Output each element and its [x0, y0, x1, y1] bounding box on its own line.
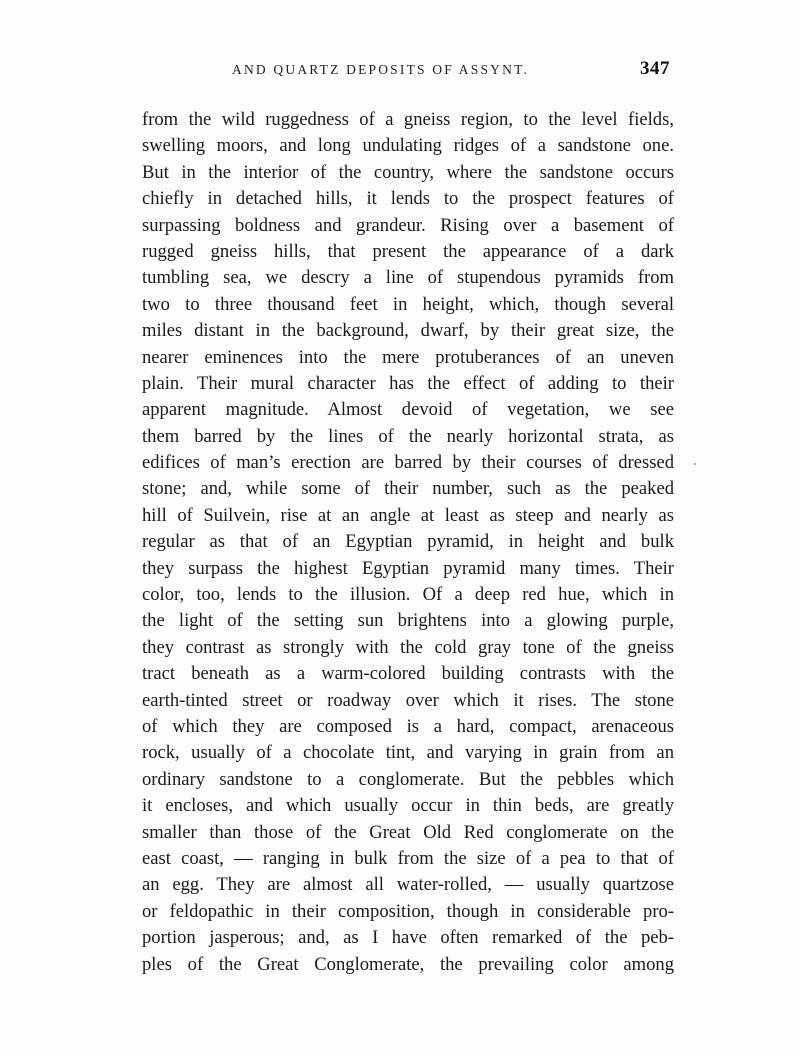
text-line: an egg. They are almost all water-rolled, — usually quartzose [142, 874, 674, 896]
body-text [142, 107, 674, 978]
paper-speck [694, 463, 696, 465]
text-line: hill of Suilvein, rise at an angle at least as steep and nearly as [142, 504, 674, 526]
text-line: two to three thousand feet in height, which, though several [142, 293, 674, 315]
text-line: the light of the setting sun brightens into a glowing purple, [142, 610, 674, 632]
text-line: edifices of man’s erection are barred by their courses of dressed [142, 452, 674, 474]
text-line: or feldopathic in their composition, though in considerable pro- [142, 900, 674, 922]
text-line: it encloses, and which usually occur in thin beds, are greatly [142, 795, 674, 817]
text-line: from the wild ruggedness of a gneiss region, to the level fields, [142, 109, 674, 130]
text-line: portion jasperous; and, as I have often remarked of the peb- [142, 927, 674, 949]
text-line: swelling moors, and long undulating ridges of a sandstone one. [142, 135, 674, 157]
text-line: regular as that of an Egyptian pyramid, in height and bulk [142, 531, 674, 553]
text-line: they contrast as strongly with the cold gray tone of the gneiss [142, 636, 674, 658]
text-line: they surpass the highest Egyptian pyramid many times. Their [142, 557, 674, 579]
text-line: nearer eminences into the mere protuberances of an uneven [142, 346, 674, 368]
text-line: east coast, — ranging in bulk from the size of a pea to that of [142, 847, 674, 869]
text-line: rugged gneiss hills, that present the appearance of a dark [142, 240, 674, 262]
text-line: miles distant in the background, dwarf, by their great size, the [142, 320, 674, 342]
text-line: tumbling sea, we descry a line of stupendous pyramids from [142, 267, 674, 289]
text-line: rock, usually of a chocolate tint, and varying in grain from an [142, 742, 674, 764]
text-line: ordinary sandstone to a conglomerate. But the pebbles which [142, 768, 674, 790]
text-line: color, too, lends to the illusion. Of a deep red hue, which in [142, 584, 674, 606]
text-line: ples of the Great Conglomerate, the prevailing color among [142, 953, 674, 975]
text-line: apparent magnitude. Almost devoid of vegetation, we see [142, 399, 674, 421]
text-line: surpassing boldness and grandeur. Rising over a basement of [142, 214, 674, 236]
text-line: earth-tinted street or roadway over which it rises. The stone [142, 689, 674, 711]
text-line: But in the interior of the country, where the sandstone occurs [142, 161, 674, 183]
text-line: tract beneath as a warm-colored building contrasts with the [142, 663, 674, 685]
running-head [140, 60, 670, 86]
text-line: chiefly in detached hills, it lends to the prospect features of [142, 188, 674, 210]
text-line: them barred by the lines of the nearly horizontal strata, as [142, 425, 674, 447]
text-line: plain. Their mural character has the effect of adding to their [142, 372, 674, 394]
text-line: smaller than those of the Great Old Red conglomerate on the [142, 821, 674, 843]
text-line: of which they are composed is a hard, compact, arenaceous [142, 715, 674, 737]
page-number: 347 [640, 58, 670, 79]
text-line: stone; and, while some of their number, such as the peaked [142, 478, 674, 500]
running-title: AND QUARTZ DEPOSITS OF ASSYNT. [232, 62, 530, 77]
